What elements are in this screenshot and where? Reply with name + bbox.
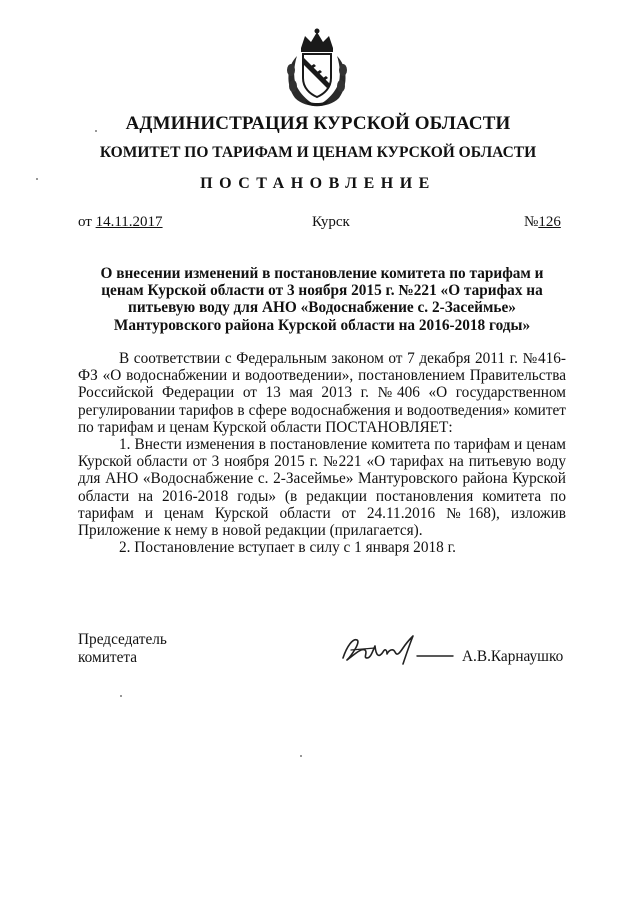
document-subject: О внесении изменений в постановление комитета по тарифам и ценам Курской области от 3 ноября 2015 г. №221 «О тарифах на питьевую воду для АНО «Водоснабжение с. 2-Засеймье» Мантуровского района Курской области на 2016-2018 годы» (100, 265, 544, 334)
document-type-title: ПОСТАНОВЛЕНИЕ (200, 175, 436, 192)
signer-position (78, 631, 167, 667)
scan-speck (120, 695, 122, 697)
scan-speck (95, 130, 97, 132)
date-value: 14.11.2017 (95, 214, 163, 230)
signer-position-line1: Председатель (78, 631, 167, 648)
committee-title: КОМИТЕТ ПО ТАРИФАМ И ЦЕНАМ КУРСКОЙ ОБЛАСТИ (99, 144, 537, 161)
document-body (78, 350, 566, 556)
kursk-oblast-coat-of-arms-icon (277, 26, 357, 110)
document-date (78, 214, 163, 231)
scan-speck (300, 755, 302, 757)
number-prefix: № (524, 214, 539, 230)
preamble-paragraph: В соответствии с Федеральным законом от 7 декабря 2011 г. №416-ФЗ «О водоснабжении и водоотведении», постановлением Правительства Российской Федерации от 13 мая 2013 г. №406 «О государственном регулировании тарифов в сфере водоснабжения и водоотведения» комитет по тарифам и ценам Курской области ПОСТАНОВЛЯЕТ: (78, 350, 566, 436)
date-prefix: от (78, 214, 96, 230)
handwritten-signature-icon (337, 628, 455, 670)
document-city: Курск (312, 214, 350, 230)
number-value: 126 (538, 214, 561, 230)
item-2-paragraph: 2. Постановление вступает в силу с 1 января 2018 г. (119, 539, 456, 557)
administration-title: АДМИНИСТРАЦИЯ КУРСКОЙ ОБЛАСТИ (125, 113, 511, 134)
item-1-paragraph: 1. Внести изменения в постановление комитета по тарифам и ценам Курской области от 3 ноября 2015 г. №221 «О тарифах на питьевую воду для АНО «Водоснабжение с. 2-Засеймье» Мантуровского района Курской области на 2016-2018 годы» (в редакции постановления комитета по тарифам и ценам Курской области от 24.11.2016 №168), изложив Приложение к нему в новой редакции (прилагается). (78, 436, 566, 540)
document-number (524, 214, 561, 231)
signer-name: А.В.Карнаушко (462, 648, 564, 665)
signer-position-line2: комитета (78, 648, 138, 666)
scan-speck (36, 178, 38, 180)
